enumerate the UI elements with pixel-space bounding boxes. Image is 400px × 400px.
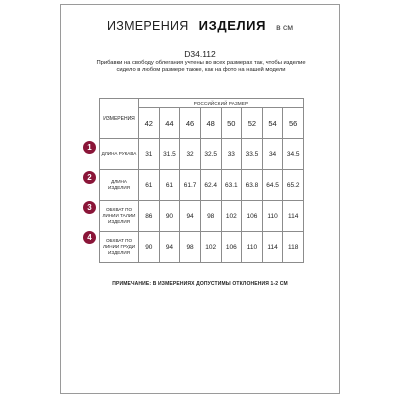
row-label-chest: ОБХВАТ ПО ЛИНИИ ГРУДИ ИЗДЕЛИЯ xyxy=(100,232,139,263)
badge-1: 1 xyxy=(83,141,96,154)
table-cell: 114 xyxy=(283,201,304,232)
measure-header: ИЗМЕРЕНИЯ xyxy=(100,99,139,139)
size-header: 46 xyxy=(180,108,201,139)
table-cell: 90 xyxy=(139,232,160,263)
table-cell: 102 xyxy=(200,232,221,263)
size-header: 48 xyxy=(200,108,221,139)
size-table xyxy=(99,98,304,263)
row-label-item-length: ДЛИНА ИЗДЕЛИЯ xyxy=(100,170,139,201)
badge-4: 4 xyxy=(83,231,96,244)
size-header: 56 xyxy=(283,108,304,139)
table-cell: 31 xyxy=(139,139,160,170)
table-row xyxy=(100,201,304,232)
table-cell: 31.5 xyxy=(159,139,180,170)
table-cell: 110 xyxy=(262,201,283,232)
table-cell: 106 xyxy=(242,201,263,232)
table-cell: 118 xyxy=(283,232,304,263)
table-cell: 110 xyxy=(242,232,263,263)
table-cell: 61 xyxy=(139,170,160,201)
table-cell: 63.1 xyxy=(221,170,242,201)
table-cell: 61.7 xyxy=(180,170,201,201)
table-cell: 34 xyxy=(262,139,283,170)
table-cell: 33.5 xyxy=(242,139,263,170)
table-cell: 94 xyxy=(159,232,180,263)
size-header: 54 xyxy=(262,108,283,139)
table-row xyxy=(100,232,304,263)
table-row xyxy=(100,170,304,201)
russian-size-header: РОССИЙСКИЙ РАЗМЕР xyxy=(139,99,304,108)
table-cell: 33 xyxy=(221,139,242,170)
sheet-header xyxy=(61,17,339,35)
header-item: ИЗДЕЛИЯ xyxy=(198,18,267,33)
table-cell: 61 xyxy=(159,170,180,201)
tolerance-footnote: ПРИМЕЧАНИЕ: В ИЗМЕРЕНИЯХ ДОПУСТИМЫ ОТКЛОНЕНИЯ 1-2 СМ xyxy=(112,281,288,287)
table-cell: 32 xyxy=(180,139,201,170)
badge-3: 3 xyxy=(83,201,96,214)
row-label-sleeve-length: ДЛИНА РУКАВА xyxy=(100,139,139,170)
table-cell: 32.5 xyxy=(200,139,221,170)
table-cell: 64.5 xyxy=(262,170,283,201)
table-cell: 86 xyxy=(139,201,160,232)
table-cell: 106 xyxy=(221,232,242,263)
product-code: D34.112 xyxy=(184,49,216,59)
size-header: 52 xyxy=(242,108,263,139)
table-cell: 102 xyxy=(221,201,242,232)
table-cell: 63.8 xyxy=(242,170,263,201)
table-cell: 90 xyxy=(159,201,180,232)
size-header: 50 xyxy=(221,108,242,139)
table-cell: 62.4 xyxy=(200,170,221,201)
row-label-waist: ОБХВАТ ПО ЛИНИИ ТАЛИИ ИЗДЕЛИЯ xyxy=(100,201,139,232)
table-cell: 65.2 xyxy=(283,170,304,201)
table-cell: 34.5 xyxy=(283,139,304,170)
size-chart-sheet xyxy=(60,4,340,394)
table-cell: 94 xyxy=(180,201,201,232)
table-cell: 98 xyxy=(180,232,201,263)
table-cell: 98 xyxy=(200,201,221,232)
header-measurements: ИЗМЕРЕНИЯ xyxy=(106,19,189,33)
badge-2: 2 xyxy=(83,171,96,184)
group-header-row xyxy=(100,99,304,108)
table-row xyxy=(100,139,304,170)
size-header: 42 xyxy=(139,108,160,139)
size-header: 44 xyxy=(159,108,180,139)
fit-note: Прибавки на свободу облегания учтены во всех размерах так, чтобы изделие сидело в любом размере также, как на фото на нашей модели xyxy=(96,60,306,74)
table-cell: 114 xyxy=(262,232,283,263)
header-unit: в см xyxy=(276,22,294,32)
